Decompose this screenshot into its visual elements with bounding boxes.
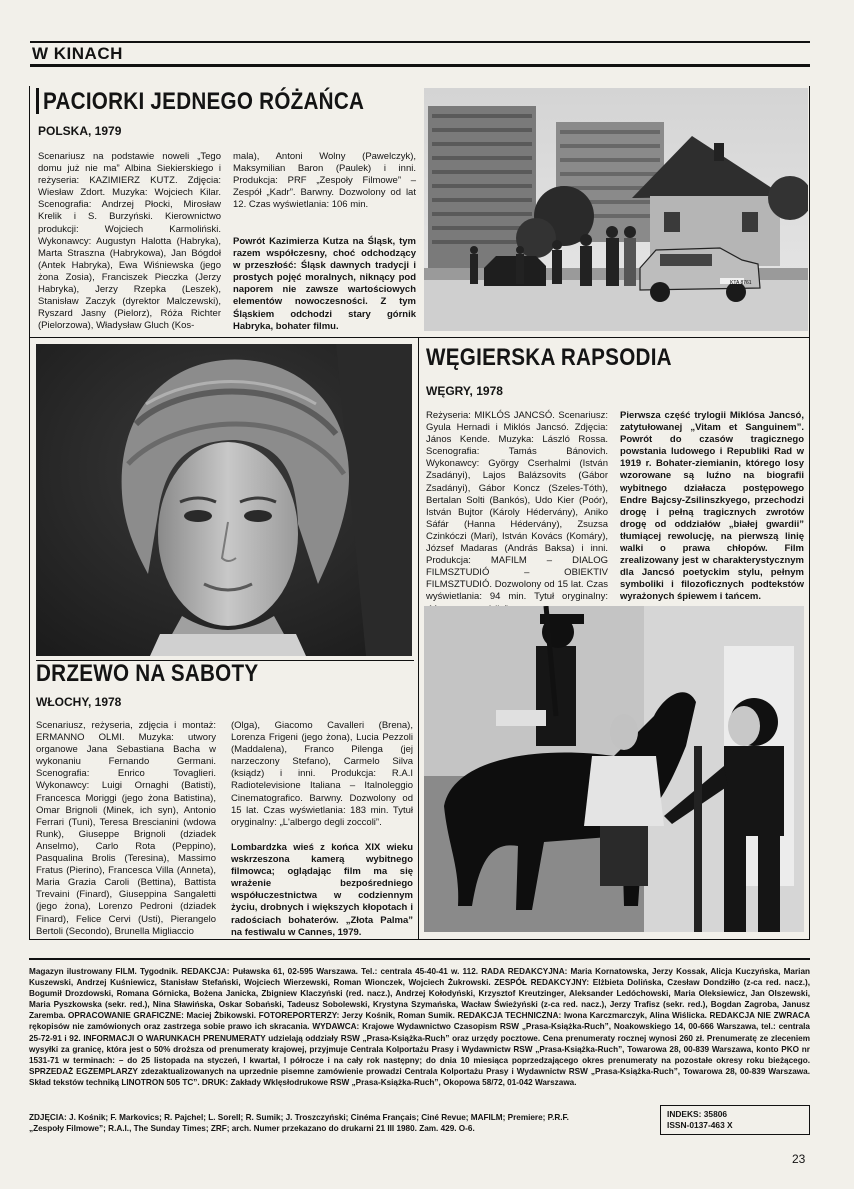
film3-title: DRZEWO NA SABOTY [36, 660, 259, 687]
film3-credits-col1: Scenariusz, reżyseria, zdjęcia i montaż: ERMANNO OLMI. Muzyka: utwory organowe Jana Sebastiana Bacha w wykonaniu Fernando Germani. Scenografia: Enrico Tovaglieri. Wykonawcy: Luigi Ornaghi (Batisti), Francesca Moriggi (jego żona Batistina), Omar Brignoli (Minek, ich syn), Antonio Ferrari (Tuni), Teresa Brescianini (wdowa Runk), Giuseppe Brignoli (dziadek Anselmo), Carlo Rota (Peppino), Pasqualina Brolis (Teresina), Massimo Fratus (Pierino), Francesca Villa (Anneta), Maria Grazia Caroli (Bettina), Battista Trevaini (Finard), Giuseppina Sangaletti (jego żona), Lorenzo Pedroni (dziadek Finard), Felice Cervi (Usti), Pierangelo Bertoli (Secondo), Brunella Migliaccio [36, 720, 216, 937]
frame-right [809, 86, 810, 940]
film2-credits: Reżyseria: MIKLÓS JANCSÓ. Scenariusz: Gyula Hernadi i Miklós Jancsó. Zdjęcia: János Kende. Muzyka: László Rossa. Scenografia: Tamás Bánovich. Wykonawcy: György Cserhalmi (István Zsadányi), Lajos Balázsovits (Gábor Zsadányi), Gábor Koncz (Szeles-Tóth), Bertalan Solti (Bankós), Udo Kier (Poór), István Bujtor (Károly Hédervány), Aniko Sáfár (Hanna Hédervány), Zsuzsa Czinkóczi (Mari), István Kovács (Komáry), József Madaras (András Baksa) i inni. Produkcja: MAFILM – DIALOG FILMSZTUDIÓ – OBIEKTIV FILMSZTUDIÓ. Dozwolony od 15 lat. Czas wyświetlania: 94 min. Tytuł oryginalny: [426, 410, 608, 603]
headline-bar [36, 88, 39, 114]
issn-number: ISSN-0137-463 X [667, 1120, 733, 1130]
film3-credits-col2: (Olga), Giacomo Cavalleri (Brena), Lorenza Frigeni (jego żona), Lucia Pezzoli (Maddalena), Franco Pilenga (jej narzeczony Stefano), Carmelo Silva (ksiądz) i inni. Produkcja: R.A.I Radiotelevisione Italiana – Italnoleggio Cinematografico. Barwny. Dozwolony od 15 lat. Czas wyświetlania: 183 min. Tytuł oryginalny: „L'albergo degli zoccoli”. [231, 720, 413, 828]
divider-1 [29, 337, 810, 338]
car-plate: KTA 8761 [730, 280, 752, 286]
film1-credits-col2: mala), Antoni Wolny (Pawelczyk), Maksymilian Baron (Paulek) i inni. Produkcja: PRF „Zespoły Filmowe” – Zespół „Kadr”. Barwny. Dozwolony od lat 12. Czas wyświetlania: 106 min. [233, 151, 416, 211]
film2-lead: Pierwsza część trylogii Miklósa Jancsó, zatytułowanej „Vitam et Sanguinem”. Powrót do czasów tragicznego powstania ludowego i Republiki Rad w 1919 r. Bohater-ziemianin, którego losy wzorowane są luźno na biografii wybitnego działacza postępowego Endre Bajcsy-Zsilinszkyego, przechodzi drogę i pełną tragicznych zwrotów drogę od oddziałów „białej gwardii” tłumiącej rewolucję, na pierwszą linię walki o prawa chłopów. Film zrealizowany jest w charakterystycznym dla Jancsó poetyckim stylu, pełnym symboliki i filozoficznych podtekstów wyrażonych śpiewem i tańcem. [620, 410, 804, 603]
film3-country: WŁOCHY, 1978 [36, 695, 122, 709]
index-box [660, 1105, 810, 1135]
divider-2 [418, 338, 419, 940]
index-number: INDEKS: 35806 [667, 1109, 728, 1119]
film2-horse-photo [424, 606, 804, 932]
page-number: 23 [792, 1152, 806, 1166]
frame-left [29, 86, 30, 940]
top-rule [30, 41, 810, 43]
colophon-rule [29, 958, 810, 960]
section-title: W KINACH [32, 44, 123, 63]
photo-credits: ZDJĘCIA: J. Kośnik; F. Markovics; R. Pajchel; L. Sorell; R. Sumik; J. Troszczyński; Cinéma Français; Ciné Revue; MAFILM; Premiere; P.R.F. „Zespoły Filmowe”; R.A.I., The Sunday Times; ZRF; arch. Numer przekazano do drukarni 21 III 1980. Zam. 429. O-6. [29, 1113, 569, 1134]
film2-title: WĘGIERSKA RAPSODIA [426, 344, 672, 371]
film2-country: WĘGRY, 1978 [426, 384, 503, 398]
section-rule [30, 64, 810, 67]
film1-photo [424, 88, 808, 331]
film3-lead: Lombardzka wieś z końca XIX wieku wskrzeszona kamerą wybitnego filmowca; oglądając film ma się wrażenie bezpośredniego współuczestnictwa w codziennym życiu, drobnych i większych kłopotach i radościach bohaterów. „Złota Palma” na festiwalu w Cannes, 1979. [231, 842, 413, 938]
frame-bottom [29, 939, 810, 940]
film2-portrait-photo [36, 344, 412, 656]
film1-country: POLSKA, 1979 [38, 124, 122, 138]
colophon: Magazyn ilustrowany FILM. Tygodnik. REDAKCJA: Puławska 61, 02-595 Warszawa. Tel.: centrala 45-40-41 w. 112. RADA REDAKCYJNA: Maria Kornatowska, Jerzy Kossak, Alicja Kuczyńska, Marian Kuszewski, Andrzej Kuśniewicz, Stanisław Stefański, Wojciech Wierzewski, Roman Wionczek, Wojciech Żukrowski. ZESPÓŁ REDAKCYJNY: Elżbieta Dolińska, Czesław Dondziłło (z-ca red. nacz.), Bogumił Drozdowski, Romana Górnicka, Bożena Janicka, Zbigniew Klaczyński (red. nacz.), Andrzej Kołodyński, Krzysztof Kreutzinger, Aleksander Ledóchowski, Maria Oleksiewicz, Jan Olszewski, Maria Pyszkowska (sekr. red.), Nina Sławińska, Oskar Sobański, Tadeusz Sobolewski, Krystyna Szymańska, Wacław Świeżyński (z-ca red. nacz.), Jerzy Trafisz (sekr. red.), Bogdan Zagroba, Janusz Zaremba. OPRACOWANIE GRAFICZNE: Maciej Żbikowski. FOTOREPORTERZY: Jerzy Kośnik, Roman Sumik. REDAKCJA TECHNICZNA: Iwona Karczmarczyk, Alina Wiślicka. REDAKCJA NIE ZWRACA rękopisów nie zamówionych oraz zastrzega sobie prawo ich skracania. WYDAWCA: Krajowe Wydawnictwo Czasopism RSW „Prasa-Książka-Ruch”, Noakowskiego 14, 00-666 Warszawa, tel.: centrala 25-72-91 i 92. INFORMACJI O WARUNKACH PRENUMERATY udzielają oddziały RSW „Prasa-Książka-Ruch” oraz urzędy pocztowe. Cena prenumeraty rocznej wynosi 260 zł. Prenumeratę ze zleceniem wysyłki za granicę, która jest o 50% droższa od prenumeraty krajowej, przyjmuje Centrala Kolportażu Prasy i Wydawnictw RSW „Prasa-Książka-Ruch”, Towarowa 28, 00-839 Warszawa, konto PKO nr 1531-71 w terminach: – do 25 listopada na styczeń, I kwartał, I półrocze i na cały rok następny; do dnia 10 miesiąca poprzedzającego okres prenumeraty na pozostałe okresy roku bieżącego. SPRZEDAŻ EGZEMPLARZY zdezaktualizowanych na uprzednie pisemne zamówienie prowadzi Centrala Kolportażu Prasy i Wydawnictw RSW „Prasa-Książka-Ruch”, Towarowa 28, 00-839 Warszawa. Skład tekstów techniką LINOTRON 505 TC”. DRUK: Zakłady Wklęsłodrukowe RSW „Prasa-Książka-Ruch”, Okopowa 58/72, 01-042 Warszawa. [29, 967, 810, 1087]
film1-title: PACIORKI JEDNEGO RÓŻAŃCA [43, 88, 365, 115]
film1-credits-col1: Scenariusz na podstawie noweli „Tego domu już nie ma” Albina Siekierskiego i reżyseria: KAZIMIERZ KUTZ. Zdjęcia: Wiesław Zdort. Muzyka: Wojciech Kilar. Scenografia: Andrzej Płocki, Mirosław Krelik i S. Burzyński. Kierownictwo produkcji: Wojciech Karmoliński. Wykonawcy: Augustyn Halotta (Habryka), Marta Straszna (Habrykowa), Jan Bógdoł (Antek Habryka), Ewa Wiśniewska (jego żona Zosia), Franciszek Pieczka (Jerzy Habryka), Jerzy Rzepka (Leszek), Stanisław Zaczyk (dyrektor Malczewski), Ryszard Jasny (Pielorz), Róża Richter (Pielorzowa), Władysław Gluch (Kos- [38, 151, 221, 332]
film1-lead: Powrót Kazimierza Kutza na Śląsk, tym razem współczesny, choć odchodzący w przeszłość: Śląsk dawnych tradycji i prostych pojęć moralnych, niknący pod naporem nie zawsze wartościowych elementów nowoczesności. Z tym Śląskiem odchodzi stary górnik Habryka, bohater filmu. [233, 236, 416, 332]
